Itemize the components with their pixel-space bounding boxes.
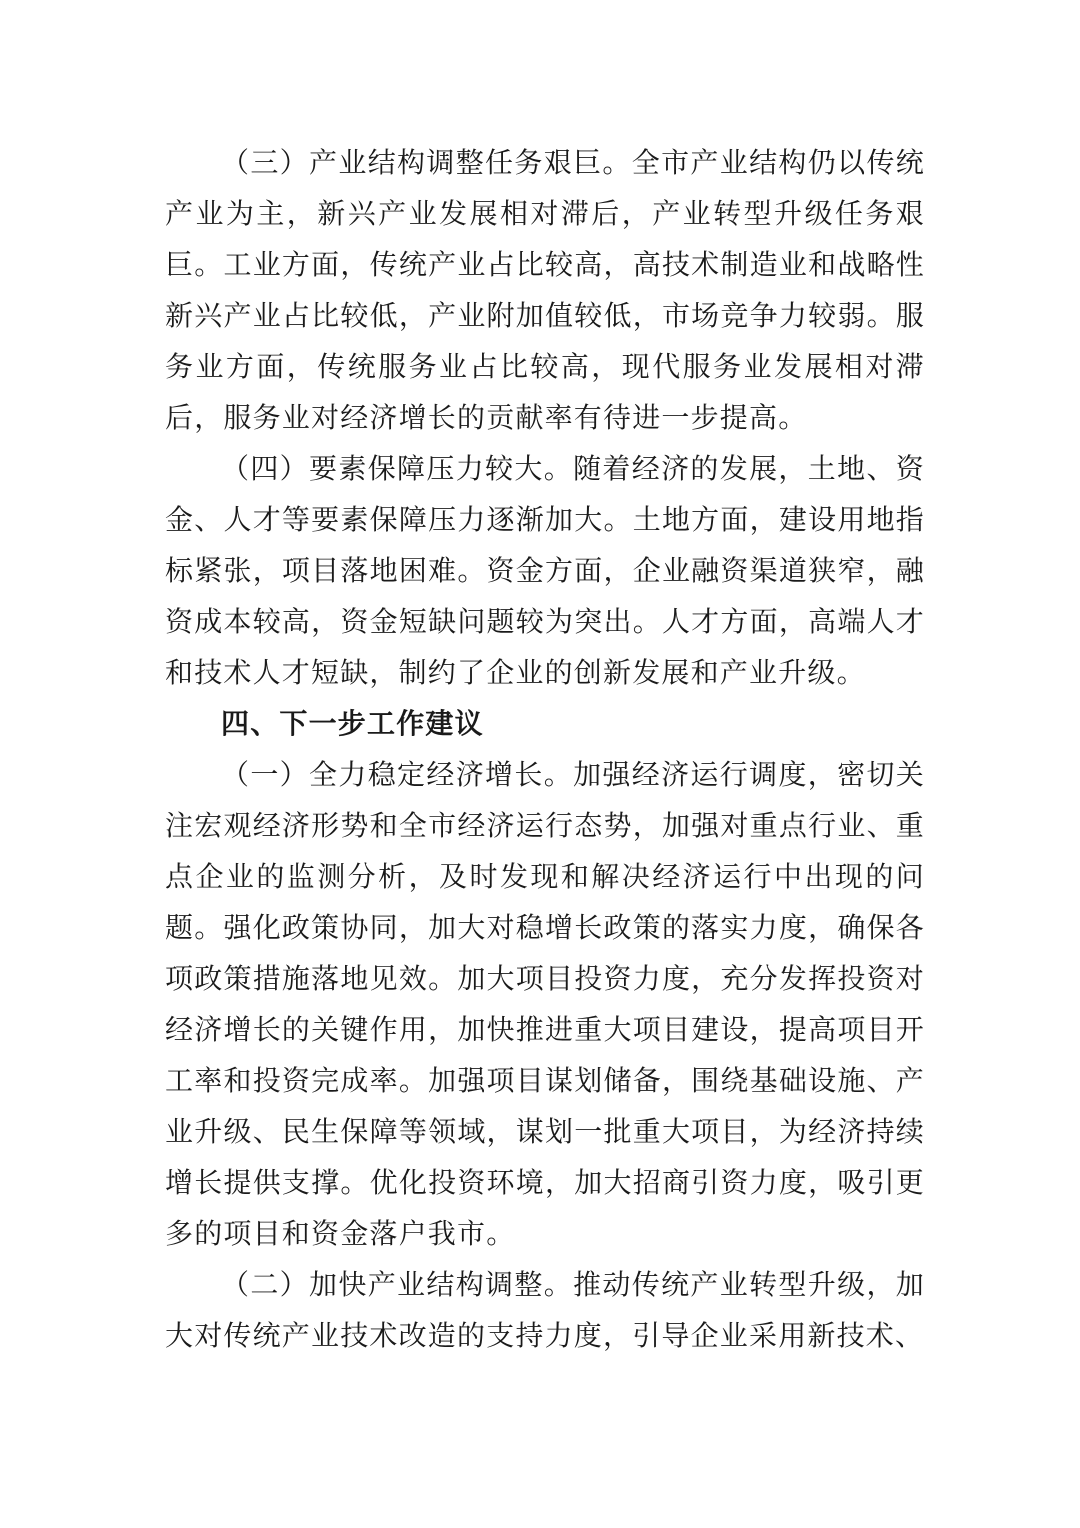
paragraph-factor-guarantee: （四）要素保障压力较大。随着经济的发展，土地、资金、人才等要素保障压力逐渐加大。土地方面，建设用地指标紧张，项目落地困难。资金方面，企业融资渠道狭窄，融资成本较高，资金短缺问题较为突出。人才方面，高端人才和技术人才短缺，制约了企业的创新发展和产业升级。	[165, 452, 925, 689]
paragraph-industrial-structure: （三）产业结构调整任务艰巨。全市产业结构仍以传统产业为主，新兴产业发展相对滞后，产业转型升级任务艰巨。工业方面，传统产业占比较高，高技术制造业和战略性新兴产业占比较低，产业附加值较低，市场竞争力较弱。服务业方面，传统服务业占比较高，现代服务业发展相对滞后，服务业对经济增长的贡献率有待进一步提高。	[165, 146, 925, 434]
section-heading-next-steps: 四、下一步工作建议	[221, 707, 484, 740]
paragraph-stabilize-growth: （一）全力稳定经济增长。加强经济运行调度，密切关注宏观经济形势和全市经济运行态势，加强对重点行业、重点企业的监测分析，及时发现和解决经济运行中出现的问题。强化政策协同，加大对稳增长政策的落实力度，确保各项政策措施落地见效。加大项目投资力度，充分发挥投资对经济增长的关键作用，加快推进重大项目建设，提高项目开工率和投资完成率。加强项目谋划储备，围绕基础设施、产业升级、民生保障等领域，谋划一批重大项目，为经济持续增长提供支撑。优化投资环境，加大招商引资力度，吸引更多的项目和资金落户我市。	[165, 758, 925, 1250]
paragraph-industrial-adjustment: （二）加快产业结构调整。推动传统产业转型升级，加大对传统产业技术改造的支持力度，引导企业采用新技术、	[165, 1268, 925, 1352]
document-body	[165, 137, 925, 1361]
